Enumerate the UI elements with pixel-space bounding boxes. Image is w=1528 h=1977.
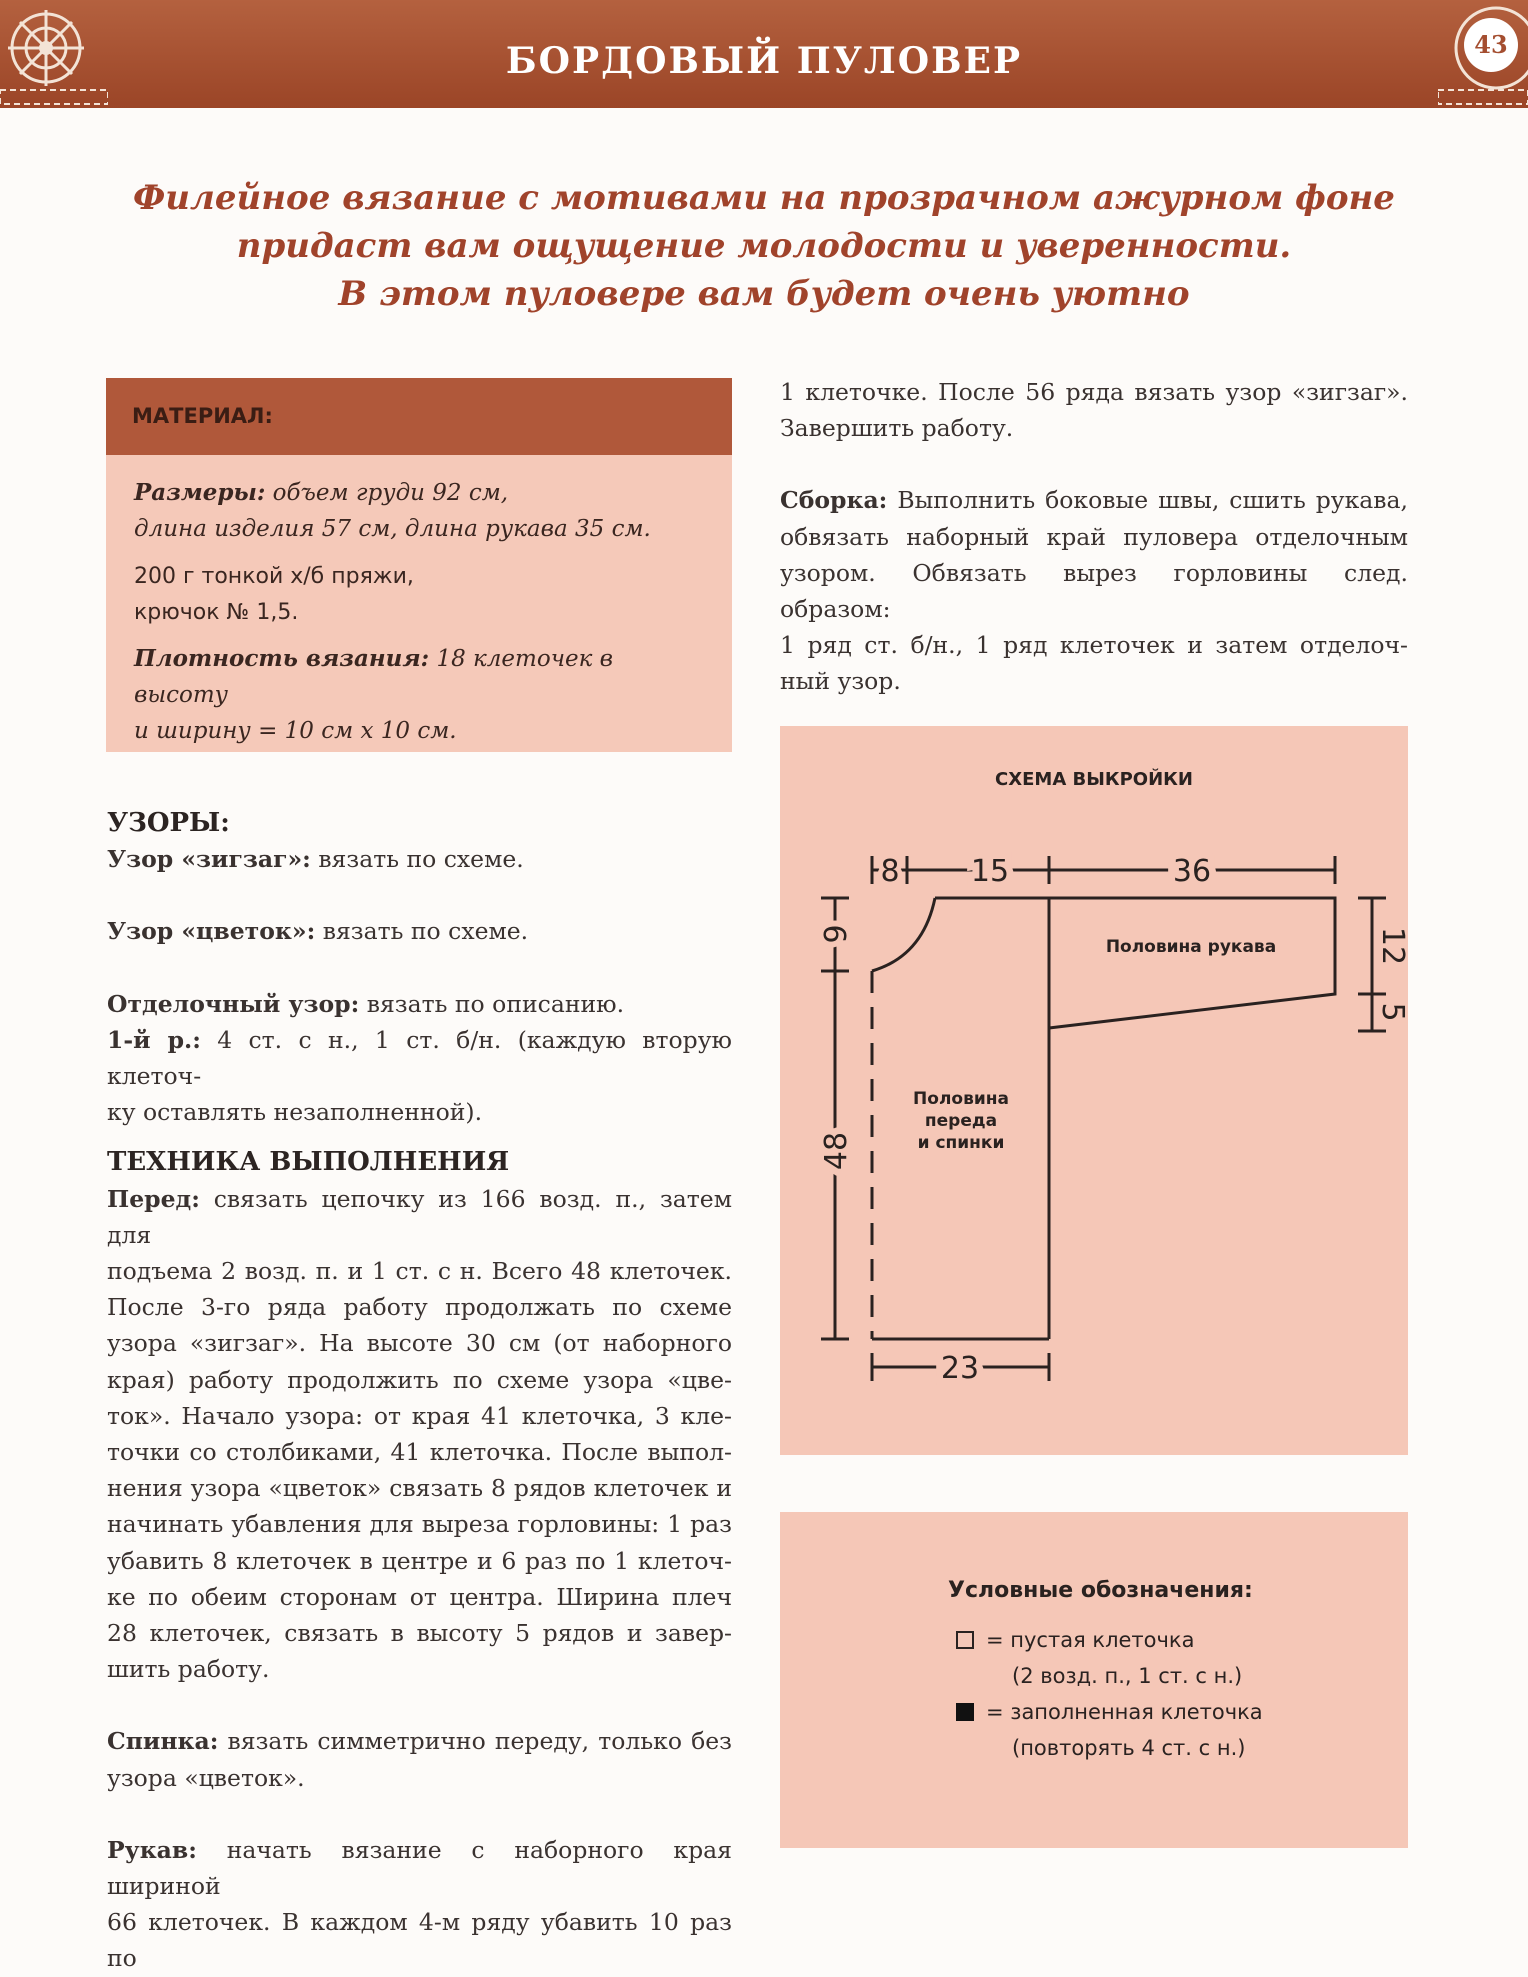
dim-label: 5 — [1375, 1002, 1408, 1022]
dim-label: 12 — [1375, 926, 1408, 966]
sleeve-piece-label: Половина рукава — [1105, 937, 1277, 957]
dim-label: 8 — [880, 854, 900, 889]
body-piece-label: Половина — [913, 1089, 1009, 1109]
dim-label: 36 — [1172, 854, 1212, 889]
back-text: вязать симметрично переду, только без — [218, 1727, 732, 1756]
body-piece-label: переда — [924, 1111, 998, 1131]
legend-text: = пустая клеточка — [986, 1628, 1195, 1652]
front-text: нения узора «цветок» связать 8 рядов клеточек и — [107, 1474, 732, 1503]
body-piece-label: и спинки — [917, 1133, 1005, 1153]
legend-text: = заполненная клеточка — [986, 1700, 1263, 1724]
front-text: края) работу продолжить по схеме узора «цве- — [107, 1365, 732, 1394]
yarn-text: 200 г тонкой х/б пряжи, — [134, 564, 414, 589]
sleeve-label: Рукав: — [107, 1835, 197, 1864]
sizes-text: длина изделия 57 см, длина рукава 35 см. — [134, 516, 651, 542]
legend-text: (повторять 4 ст. с н.) — [1012, 1736, 1246, 1760]
assembly-text: узором. Обвязать вырез горловины след. образом: — [780, 558, 1408, 624]
assembly-text: ный узор. — [780, 667, 901, 696]
sizes-label: Размеры: — [134, 479, 266, 506]
right-column — [780, 374, 1408, 700]
flower-label: Узор «цветок»: — [107, 917, 316, 946]
assembly-text: Выполнить боковые швы, сшить рукава, — [887, 486, 1408, 515]
filled-cell-icon — [956, 1703, 974, 1721]
front-text: убавить 8 клеточек в центре и 6 раз по 1 клеточ- — [107, 1546, 732, 1575]
front-text: связать цепочку из 166 возд. п., затем для — [107, 1184, 732, 1249]
row1-text: ку оставлять незаполненной). — [107, 1098, 483, 1127]
intro-line: Филейное вязание с мотивами на прозрачном ажурном фоне — [133, 178, 1395, 218]
row1-label: 1-й р.: — [107, 1025, 201, 1054]
dim-label: 48 — [819, 1131, 854, 1171]
page-title: БОРДОВЫЙ ПУЛОВЕР — [505, 40, 1023, 82]
sleeve-text: 66 клеточек. В каждом 4-м ряду убавить 10 раз по — [107, 1908, 732, 1973]
sleeve-text: начать вязание с наборного края шириной — [107, 1835, 732, 1901]
body-outline — [872, 898, 935, 971]
intro-line: придаст вам ощущение молодости и уверенности. — [236, 226, 1292, 266]
density-text: 18 клеточек в высоту — [134, 646, 614, 708]
front-text: узора «зигзаг». На высоте 30 см (от наборного — [107, 1329, 732, 1358]
front-text: ке по обеим сторонам от центра. Ширина плеч — [107, 1582, 732, 1611]
front-text: После 3-го ряда работу продолжать по схеме — [107, 1293, 732, 1322]
empty-cell-icon — [956, 1631, 974, 1649]
hook-text: крючок № 1,5. — [134, 600, 299, 625]
dim-label: 9 — [819, 924, 854, 944]
zigzag-text: вязать по схеме. — [310, 845, 524, 874]
density-text: и ширину = 10 см х 10 см. — [134, 718, 457, 744]
front-text: начинать убавления для выреза горловины: 1 раз — [107, 1510, 732, 1539]
page-header — [0, 0, 1528, 108]
legend-text: (2 возд. п., 1 ст. с н.) — [1012, 1664, 1243, 1688]
row1-text: 4 ст. с н., 1 ст. б/н. (каждую вторую клеточ- — [107, 1025, 732, 1091]
zigzag-label: Узор «зигзаг»: — [107, 845, 311, 874]
dim-label: 15 — [970, 854, 1010, 889]
sleeve-outline — [1049, 898, 1335, 1028]
assembly-label: Сборка: — [780, 486, 888, 515]
technique-heading: ТЕХНИКА ВЫПОЛНЕНИЯ — [107, 1147, 510, 1178]
flower-text: вязать по схеме. — [315, 917, 529, 946]
diagram-title: СХЕМА ВЫКРОЙКИ — [995, 769, 1193, 790]
pattern-diagram-svg — [780, 726, 1408, 1455]
front-text: 28 клеточек, связать в высоту 5 рядов и завер- — [107, 1619, 732, 1648]
front-text: подъема 2 возд. п. и 1 ст. с н. Всего 48 клеточек. — [107, 1257, 732, 1286]
sleeve-text: 1 клеточке. После 56 ряда вязать узор «зигзаг». — [780, 378, 1408, 406]
assembly-text: обвязать наборный край пуловера отделочным — [780, 522, 1408, 551]
density-label: Плотность вязания: — [134, 645, 430, 672]
back-text: узора «цветок». — [107, 1763, 305, 1792]
intro-text — [0, 174, 1528, 318]
front-text: шить работу. — [107, 1655, 270, 1684]
pattern-diagram — [780, 726, 1408, 1455]
front-label: Перед: — [107, 1184, 200, 1213]
sizes-text: объем груди 92 см, — [265, 480, 509, 506]
material-title: МАТЕРИАЛ: — [106, 378, 732, 455]
dim-label: 23 — [940, 1351, 980, 1386]
back-label: Спинка: — [107, 1727, 219, 1756]
assembly-text: 1 ряд ст. б/н., 1 ряд клеточек и затем отделоч- — [780, 631, 1408, 660]
material-box — [106, 378, 732, 752]
page-number: 43 — [1464, 18, 1518, 72]
finish-label: Отделочный узор: — [107, 989, 360, 1018]
front-text: ток». Начало узора: от края 41 клеточка, 3 кле- — [107, 1401, 732, 1430]
legend-title: Условные обозначения: — [948, 1578, 1253, 1603]
legend-box — [780, 1512, 1408, 1848]
left-column — [107, 805, 732, 1977]
patterns-heading: УЗОРЫ: — [107, 808, 230, 838]
sleeve-text: Завершить работу. — [780, 414, 1014, 443]
intro-line: В этом пуловере вам будет очень уютно — [338, 274, 1190, 314]
front-text: точки со столбиками, 41 клеточка. После выпол- — [107, 1438, 732, 1467]
finish-text: вязать по описанию. — [359, 989, 625, 1018]
